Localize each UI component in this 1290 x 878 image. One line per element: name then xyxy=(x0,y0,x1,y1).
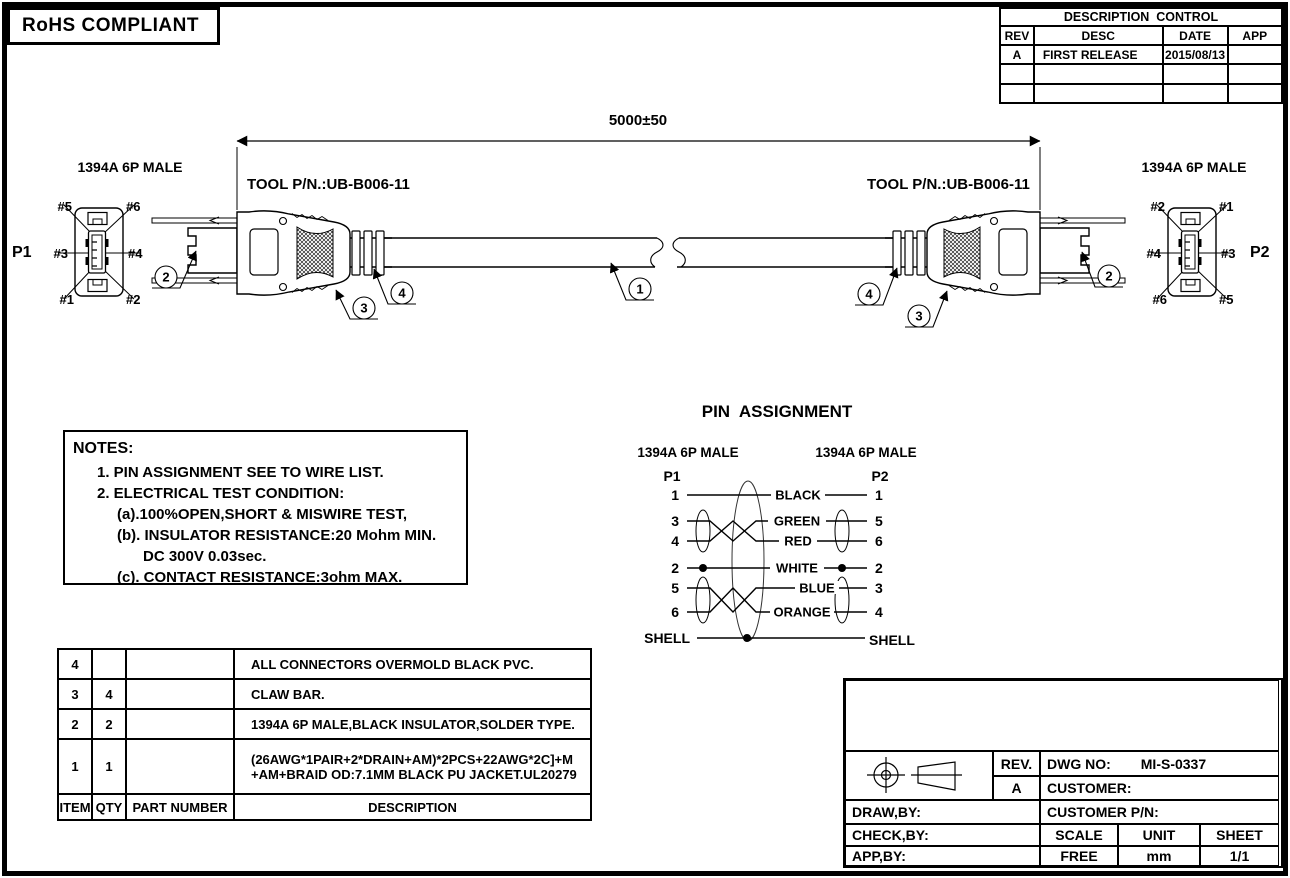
note-line-1: 1. PIN ASSIGNMENT SEE TO WIRE LIST. xyxy=(97,464,384,481)
note-line-2a: (a).100%OPEN,SHORT & MISWIRE TEST, xyxy=(117,506,408,523)
right-connector-side-view xyxy=(885,211,1125,295)
p2-pin-1-label: #1 xyxy=(1219,199,1234,214)
svg-text:1: 1 xyxy=(671,487,679,503)
rev-value: A xyxy=(1000,45,1034,64)
check-by-label: CHECK,BY: xyxy=(845,824,1040,846)
callout-3-right xyxy=(905,291,947,327)
bom-row-2: 2 2 1394A 6P MALE,BLACK INSULATOR,SOLDER TYPE. xyxy=(58,709,591,739)
wire-list-p1-label: P1 xyxy=(663,468,681,484)
note-line-2b: (b). INSULATOR RESISTANCE:20 Mohm MIN. xyxy=(117,527,437,544)
callout-1-cable xyxy=(611,263,654,300)
bom-description-header: DESCRIPTION xyxy=(234,794,591,820)
callout-4-right xyxy=(855,268,897,305)
bom-row-1: 1 1 (26AWG*1PAIR+2*DRAIN+AM)*2PCS+22AWG*2C]+M +AM+BRAID OD:7.1MM BLACK PU JACKET.UL20279 xyxy=(58,739,591,794)
rev-label: REV. xyxy=(993,751,1040,776)
notes-title: NOTES: xyxy=(73,440,134,457)
svg-text:2: 2 xyxy=(1105,268,1113,284)
p2-pin-2-label: #2 xyxy=(1150,199,1165,214)
cable xyxy=(380,238,897,267)
svg-text:4: 4 xyxy=(398,285,406,301)
svg-text:3: 3 xyxy=(671,513,679,529)
draw-by-label: DRAW,BY: xyxy=(845,800,1040,824)
callout-3-left xyxy=(336,290,378,319)
wire-color-orange: ORANGE xyxy=(773,604,831,620)
svg-text:2: 2 xyxy=(875,560,883,576)
app-value xyxy=(1228,45,1282,64)
wire-color-black: BLACK xyxy=(775,487,821,503)
bom-row-4: 4 ALL CONNECTORS OVERMOLD BLACK PVC. xyxy=(58,649,591,679)
p2-port-label: P2 xyxy=(1250,244,1270,261)
svg-text:1: 1 xyxy=(636,281,644,297)
p2-pin-3-label: #3 xyxy=(1221,246,1236,261)
p2-pin-6-label: #6 xyxy=(1152,292,1167,307)
pin-assignment-title: PIN ASSIGNMENT xyxy=(701,402,853,421)
rohs-compliant-badge: RoHS COMPLIANT xyxy=(7,7,220,45)
rev-column-header: REV xyxy=(1000,26,1034,45)
p2-pin-4-label: #4 xyxy=(1146,246,1161,261)
note-line-2: 2. ELECTRICAL TEST CONDITION: xyxy=(97,485,345,502)
svg-text:3: 3 xyxy=(915,308,923,324)
note-line-2b-cont: DC 300V 0.03sec. xyxy=(143,548,267,565)
customer-pn-label: CUSTOMER P/N: xyxy=(1040,800,1279,824)
note-line-2c: (c). CONTACT RESISTANCE:3ohm MAX. xyxy=(117,569,403,586)
revision-row xyxy=(1000,45,1282,64)
p1-pin-1-label: #1 xyxy=(59,292,74,307)
shell-right-label: SHELL xyxy=(869,632,915,648)
p2-pin-5-label: #5 xyxy=(1219,292,1234,307)
pin-assignment-right-header: 1394A 6P MALE xyxy=(815,445,917,460)
bom-header-row xyxy=(58,794,591,820)
junction-dots xyxy=(699,564,846,642)
wire-color-blue: BLUE xyxy=(799,580,835,596)
svg-text:5: 5 xyxy=(875,513,883,529)
sheet-label: SHEET xyxy=(1200,824,1279,846)
scale-value: FREE xyxy=(1040,846,1118,866)
p1-port-label: P1 xyxy=(12,244,32,261)
wire-color-labels xyxy=(768,488,839,620)
app-column-header: APP xyxy=(1228,26,1282,45)
p1-connector-title: 1394A 6P MALE xyxy=(77,159,183,175)
unit-label: UNIT xyxy=(1118,824,1200,846)
description-control-title: DESCRIPTION CONTROL xyxy=(1000,8,1282,26)
bom-qty-header: QTY xyxy=(92,794,126,820)
svg-text:5: 5 xyxy=(671,580,679,596)
bom-part-number-header: PART NUMBER xyxy=(126,794,234,820)
unit-value: mm xyxy=(1118,846,1200,866)
p1-pin-5-label: #5 xyxy=(57,199,72,214)
bom-item-header: ITEM xyxy=(58,794,92,820)
left-connector-side-view xyxy=(152,211,392,295)
bom-row-3: 3 4 CLAW BAR. xyxy=(58,679,591,709)
tool-pn-left-label: TOOL P/N.:UB-B006-11 xyxy=(247,176,410,193)
projection-symbol-icon xyxy=(846,752,992,799)
svg-text:4: 4 xyxy=(671,533,679,549)
svg-text:1: 1 xyxy=(875,487,883,503)
cable-assembly-drawing xyxy=(0,100,1290,345)
p1-pin-2-label: #2 xyxy=(126,292,141,307)
p1-pin-3-label: #3 xyxy=(53,246,68,261)
wire-color-white: WHITE xyxy=(776,560,818,576)
date-value: 2015/08/13 xyxy=(1163,45,1228,64)
rev-value: A xyxy=(993,776,1040,800)
revision-row-empty xyxy=(1000,64,1282,84)
cable-length-dimension: 5000±50 xyxy=(608,112,668,129)
dwg-no-label: DWG NO: xyxy=(1047,755,1111,772)
desc-value: FIRST RELEASE xyxy=(1034,45,1163,64)
svg-text:2: 2 xyxy=(671,560,679,576)
cable-shield-ellipse xyxy=(732,481,764,641)
description-control-table xyxy=(999,7,1283,104)
customer-label: CUSTOMER: xyxy=(1040,776,1279,800)
svg-text:4: 4 xyxy=(865,286,873,302)
dwg-no-value: MI-S-0337 xyxy=(1140,755,1207,772)
notes-box xyxy=(63,430,468,585)
svg-text:6: 6 xyxy=(671,604,679,620)
date-column-header: DATE xyxy=(1163,26,1228,45)
bom-table xyxy=(57,648,592,821)
svg-text:4: 4 xyxy=(875,604,883,620)
app-by-label: APP,BY: xyxy=(845,846,1040,866)
wire-list-diagram xyxy=(630,468,950,658)
wire-color-red: RED xyxy=(784,533,812,549)
p1-pin-6-label: #6 xyxy=(126,199,141,214)
p1-pin-4-label: #4 xyxy=(128,246,143,261)
svg-text:3: 3 xyxy=(360,300,368,316)
desc-column-header: DESC xyxy=(1034,26,1163,45)
svg-text:2: 2 xyxy=(162,269,170,285)
sheet-value: 1/1 xyxy=(1200,846,1279,866)
title-block xyxy=(843,678,1283,868)
svg-text:3: 3 xyxy=(875,580,883,596)
scale-label: SCALE xyxy=(1040,824,1118,846)
svg-text:6: 6 xyxy=(875,533,883,549)
shell-left-label: SHELL xyxy=(644,630,690,646)
pin-assignment-left-header: 1394A 6P MALE xyxy=(637,445,739,460)
wire-color-green: GREEN xyxy=(773,513,821,529)
dwg-no-cell xyxy=(1040,751,1279,776)
p2-connector-title: 1394A 6P MALE xyxy=(1141,159,1247,175)
tool-pn-right-label: TOOL P/N.:UB-B006-11 xyxy=(867,176,1030,193)
projection-symbol-cell xyxy=(845,751,993,800)
wire-list-p2-label: P2 xyxy=(871,468,889,484)
title-block-blank-area xyxy=(845,680,1279,751)
